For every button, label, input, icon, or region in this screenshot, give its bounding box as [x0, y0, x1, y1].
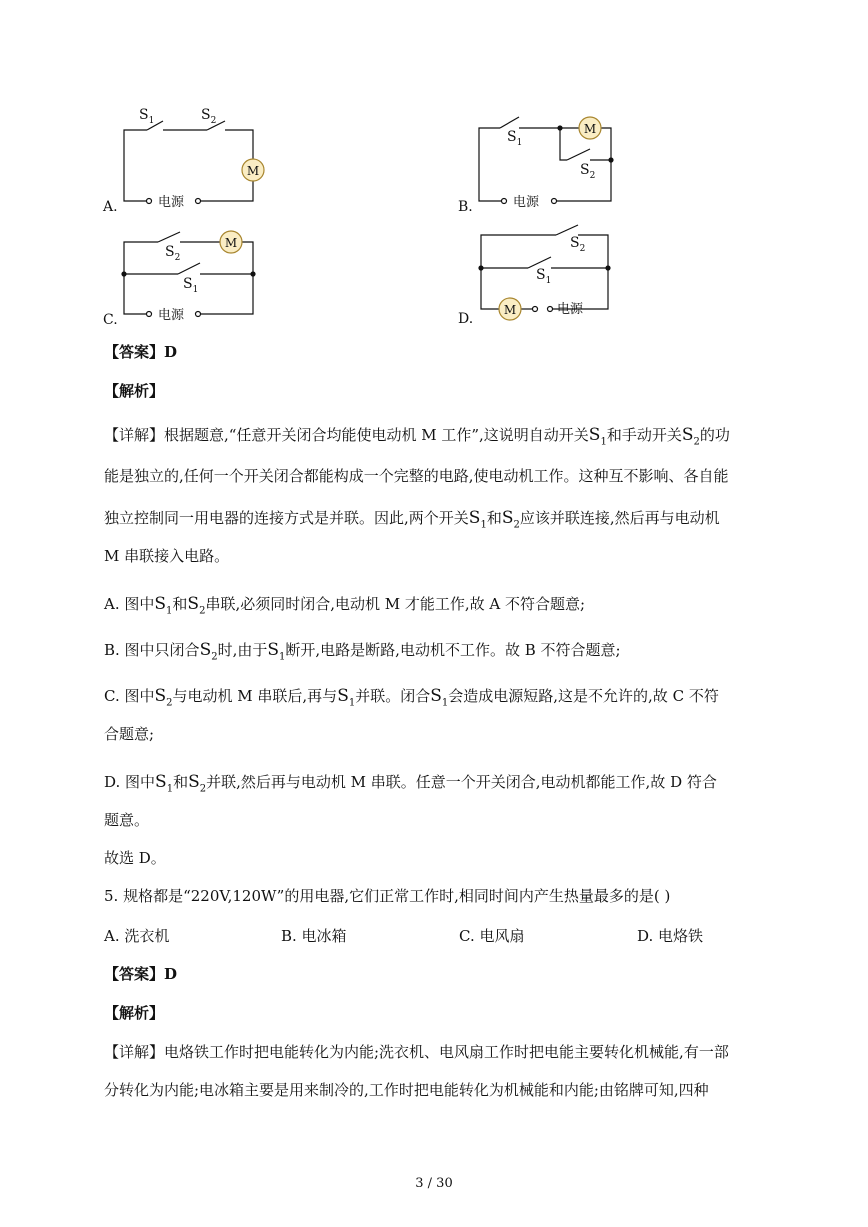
diagram-c-s1: $S_1$: [183, 276, 199, 295]
diagram-d-power: 电源: [557, 302, 584, 317]
q5-detail-line-1: 【详解】电烙铁工作时把电能转化为内能;洗衣机、电风扇工作时把电能主要转化机械能,有一部: [104, 1043, 729, 1061]
q5-option-a: A. 洗衣机: [104, 927, 170, 945]
q5-answer: 【答案】D: [104, 965, 178, 983]
q4-option-b-analysis: B. 图中只闭合$S_2$时,由于$S_1$断开,电路是断路,电动机不工作。故 B 不符合题意;: [104, 640, 621, 663]
q5-question: 5. 规格都是“220V,120W”的用电器,它们正常工作时,相同时间内产生热量最多的是( ): [104, 887, 671, 905]
diagram-a-label: A.: [103, 199, 118, 215]
q4-option-c-analysis: C. 图中$S_2$与电动机 M 串联后,再与$S_1$并联。闭合$S_1$会造成电源短路,这是不允许的,故 C 不符: [104, 686, 719, 709]
diagram-a-s1: $S_1$: [139, 107, 155, 126]
q5-analysis-heading: 【解析】: [104, 1004, 165, 1022]
q4-analysis-heading: 【解析】: [104, 382, 165, 400]
diagram-a-power: 电源: [158, 195, 185, 210]
q4-detail-line-1: 【详解】根据题意,“任意开关闭合均能使电动机 M 工作”,这说明自动开关$S_1$和手动开关$S_2$的功: [104, 425, 730, 448]
q5-option-c: C. 电风扇: [459, 927, 525, 945]
q4-answer: 【答案】D: [104, 343, 178, 361]
diagram-c-power: 电源: [158, 308, 185, 323]
q5-detail-line-2: 分转化为内能;电冰箱主要是用来制冷的,工作时把电能转化为机械能和内能;由铭牌可知,四种: [104, 1081, 709, 1099]
q4-detail-line-4: M 串联接入电路。: [104, 547, 230, 565]
q4-conclusion: 故选 D。: [104, 849, 166, 867]
diagram-b-s1: $S_1$: [507, 129, 523, 148]
q4-option-d-analysis: D. 图中$S_1$和$S_2$并联,然后再与电动机 M 串联。任意一个开关闭合,电动机都能工作,故 D 符合: [104, 772, 717, 795]
q4-detail-line-2: 能是独立的,任何一个开关闭合都能构成一个完整的电路,使电动机工作。这种互不影响、各自能: [104, 467, 729, 485]
diagram-d-s1: $S_1$: [536, 267, 552, 286]
diagram-d-label: D.: [458, 311, 474, 327]
diagram-c-label: C.: [103, 312, 118, 328]
diagram-a-s2: $S_2$: [201, 107, 217, 126]
diagram-c-motor: M: [224, 236, 238, 250]
diagram-b-label: B.: [458, 199, 473, 215]
q4-option-d-analysis-cont: 题意。: [104, 811, 150, 829]
circuit-diagrams: [0, 0, 868, 340]
diagram-b-motor: M: [583, 122, 597, 136]
q5-option-b: B. 电冰箱: [281, 927, 347, 945]
q4-option-c-analysis-cont: 合题意;: [104, 725, 155, 743]
q5-option-d: D. 电烙铁: [637, 927, 704, 945]
diagram-a-motor: M: [246, 164, 260, 178]
q4-detail-line-3: 独立控制同一用电器的连接方式是并联。因此,两个开关$S_1$和$S_2$应该并联连接,然后再与电动机: [104, 508, 720, 531]
q4-option-a-analysis: A. 图中$S_1$和$S_2$串联,必须同时闭合,电动机 M 才能工作,故 A 不符合题意;: [104, 594, 586, 617]
diagram-b-power: 电源: [513, 195, 540, 210]
diagram-b-s2: $S_2$: [580, 162, 596, 181]
diagram-d-s2: $S_2$: [570, 235, 586, 254]
page-number: 3 / 30: [415, 1176, 453, 1191]
diagram-d-motor: M: [503, 303, 517, 317]
diagram-c-s2: $S_2$: [165, 244, 181, 263]
